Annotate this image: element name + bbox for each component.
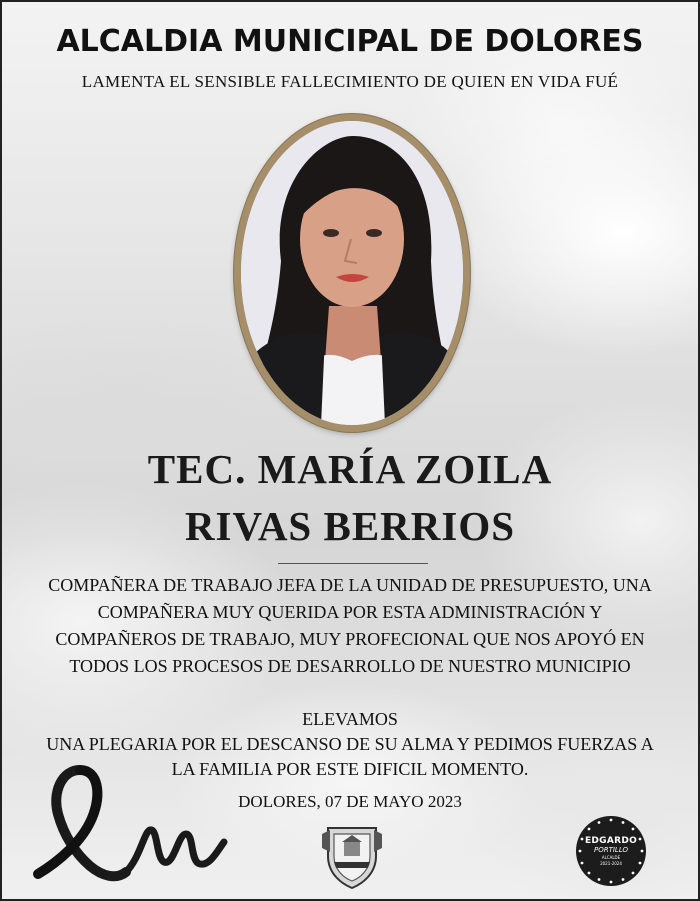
divider — [278, 563, 428, 564]
portrait-photo — [241, 121, 463, 425]
tribute-line: COMPAÑERA DE TRABAJO JEFA DE LA UNIDAD DE PRESUPUESTO, UNA — [48, 575, 652, 595]
institution-title: ALCALDIA MUNICIPAL DE DOLORES — [56, 24, 644, 59]
tribute-line: COMPAÑERA MUY QUERIDA POR ESTA ADMINISTRACIÓN Y — [97, 602, 603, 622]
seal-surname: PORTILLO — [593, 846, 629, 854]
prayer-line: LA FAMILIA POR ESTE DIFICIL MOMENTO. — [171, 759, 529, 779]
portrait-frame — [234, 114, 470, 432]
municipal-crest-icon — [322, 822, 382, 890]
tribute-line: COMPAÑEROS DE TRABAJO, MUY PROFECIONAL QUE NOS APOYÓ EN — [55, 629, 645, 649]
tribute-text — [22, 572, 678, 680]
seal-name: EDGARDO — [584, 836, 638, 846]
place-date: DOLORES, 07 DE MAYO 2023 — [238, 792, 462, 811]
tribute-line: TODOS LOS PROCESOS DE DESARROLLO DE NUESTRO MUNICIPIO — [69, 656, 631, 676]
announcement-subtitle: LAMENTA EL SENSIBLE FALLECIMIENTO DE QUIEN EN VIDA FUÉ — [81, 72, 619, 91]
seal-years: 2021-2024 — [600, 861, 622, 866]
seal-stars-icon — [576, 816, 646, 886]
deceased-name-line-1: TEC. MARÍA ZOILA — [147, 446, 553, 492]
prayer-line: UNA PLEGARIA POR EL DESCANSO DE SU ALMA Y PEDIMOS FUERZAS A — [46, 734, 654, 754]
deceased-name-line-2: RIVAS BERRIOS — [184, 503, 516, 549]
prayer-line: ELEVAMOS — [302, 709, 398, 729]
seal-role: ALCALDE — [601, 855, 621, 860]
mayor-seal-icon — [576, 816, 646, 886]
mourning-ribbon-icon — [28, 762, 228, 888]
